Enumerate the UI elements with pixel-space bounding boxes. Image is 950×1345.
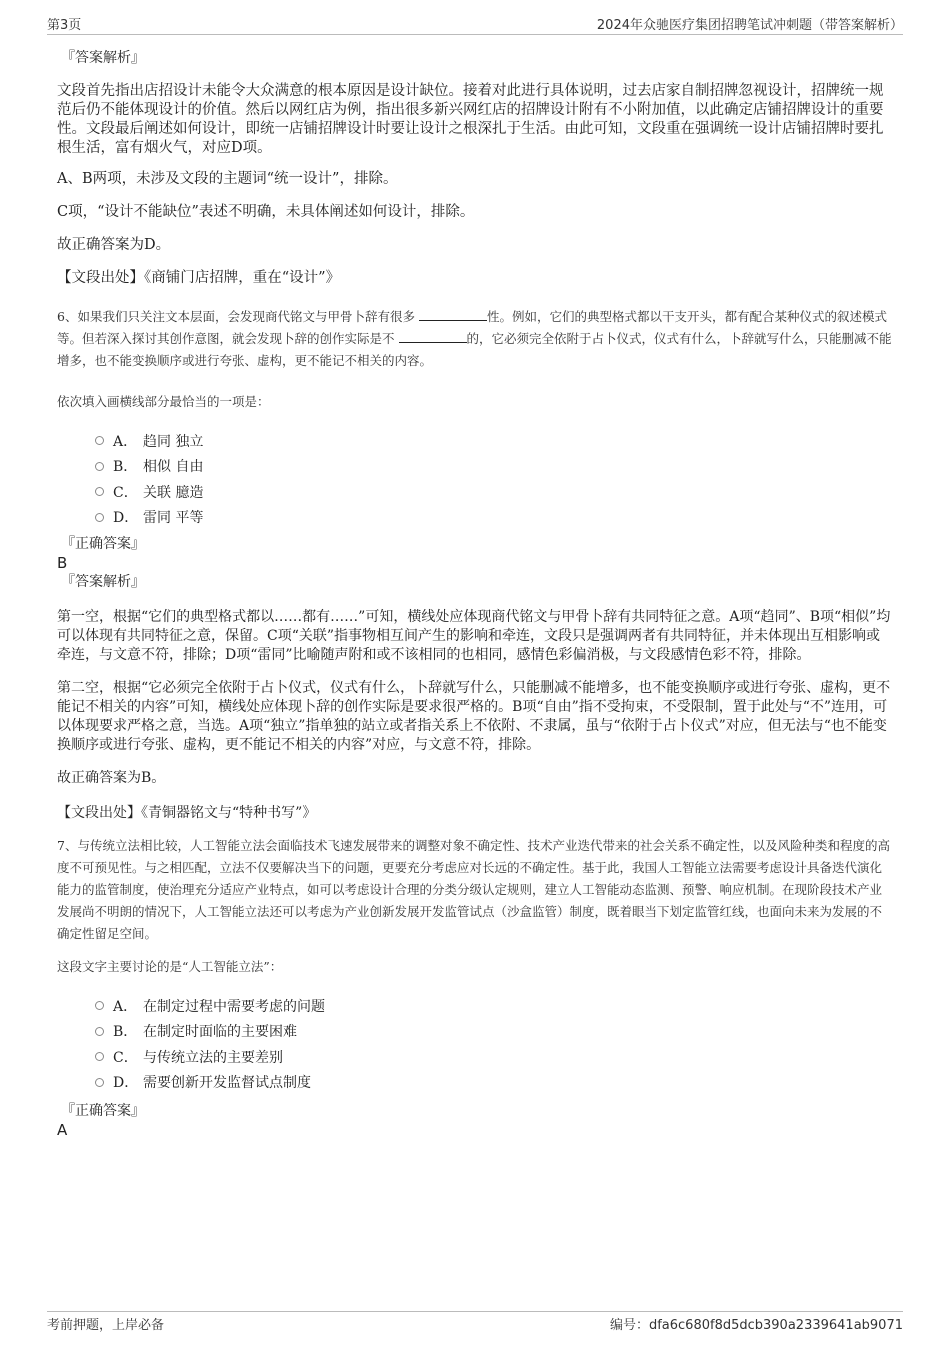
analysis-conclusion: 故正确答案为B。 <box>57 770 166 786</box>
footer-slogan: 考前押题，上岸必备 <box>47 1318 165 1333</box>
analysis-label: 『答案解析』 <box>61 574 145 590</box>
analysis-paragraph: 文段首先指出店招设计未能令大众满意的根本原因是设计缺位。接着对此进行具体说明，过去店家自制招牌忽视设计，招牌统一规范后仍不能体现设计的价值。然后以网红店为例，指出很多新兴网红店的招牌设计附有不小附加值，以此确定店铺招牌设计的重要性。文段最后阐述如何设计，即统一店铺招牌设计时要让设计之根深扎于生活。由此可知，文段重在强调统一设计店铺招牌时要扎根生活，富有烟火气，对应D项。 <box>57 83 884 156</box>
correct-answer-label: 『正确答案』 <box>61 536 145 552</box>
radio-icon[interactable] <box>95 1052 104 1061</box>
question-text: 6、如果我们只关注文本层面，会发现商代铭文与甲骨卜辞有很多 <box>57 309 415 324</box>
analysis-label: 『答案解析』 <box>61 50 145 66</box>
option-key: A． <box>113 433 138 450</box>
option-text: 关联 臆造 <box>143 484 204 501</box>
option-text: 趋同 独立 <box>143 433 204 450</box>
option-text: 雷同 平等 <box>143 510 204 527</box>
option-key: C． <box>113 484 138 501</box>
analysis-conclusion: 故正确答案为D。 <box>57 237 171 253</box>
radio-icon[interactable] <box>95 487 104 496</box>
option-key: A． <box>113 998 138 1015</box>
analysis-paragraph: A、B两项，未涉及文段的主题词“统一设计”，排除。 <box>57 171 398 187</box>
question-stem: 7、与传统立法相比较，人工智能立法会面临技术飞速发展带来的调整对象不确定性、技术产业迭代带来的社会关系不确定性，以及风险种类和程度的高度不可预见性。与之相匹配，立法不仅要解决当下的问题，更要充分考虑应对长远的不确定性。基于此，我国人工智能立法需要考虑设计具备迭代演化能力的监管制度，使治理充分适应产业特点，如可以考虑设计合理的分类分级认定规则，建立人工智能动态监测、预警、响应机制。在现阶段技术产业发展尚不明朗的情况下，人工智能立法还可以考虑为产业创新发展开发监管试点（沙盒监管）制度，既着眼当下划定监管红线，也面向未来为发展的不确定性留足空间。 <box>57 838 890 941</box>
option-text: 相似 自由 <box>143 459 204 476</box>
correct-answer: B <box>57 554 68 572</box>
analysis-paragraph: 第一空，根据“它们的典型格式都以……都有……”可知，横线处应体现商代铭文与甲骨卜辞有共同特征之意。A项“趋同”、B项“相似”均可以体现有共同特征之意，保留。C项“关联”指事物相互间产生的影响和牵连，文段只是强调两者有共同特征，并未体现出互相影响或牵连，与文意不符，排除；D项“雷同”比喻随声附和或不该相同的也相同，感情色彩偏消极，与文段感情色彩不符，排除。 <box>57 609 891 663</box>
option-key: D． <box>113 510 139 527</box>
analysis-paragraph: C项，“设计不能缺位”表述不明确，未具体阐述如何设计，排除。 <box>57 204 475 220</box>
question-prompt: 依次填入画横线部分最恰当的一项是： <box>57 394 270 409</box>
correct-answer-label: 『正确答案』 <box>61 1103 145 1119</box>
radio-icon[interactable] <box>95 436 104 445</box>
analysis-paragraph: 第二空，根据“它必须完全依附于占卜仪式，仪式有什么，卜辞就写什么，只能删减不能增多，也不能变换顺序或进行夸张、虚构，更不能记不相关的内容”可知，横线处应体现卜辞的创作实际是要求很严格的。B项“自由”指不受拘束，不受限制，置于此处与“不”连用，可以体现要求严格之意，当选。A项“独立”指单独的站立或者指关系上不依附、不隶属，虽与“依附于占卜仪式”对应，但无法与“也不能变换顺序或进行夸张、虚构，更不能记不相关的内容”对应，与文意不符，排除。 <box>57 680 891 753</box>
option-b[interactable] <box>95 1019 893 1045</box>
radio-icon[interactable] <box>95 462 104 471</box>
options-list <box>95 993 893 1095</box>
document-title: 2024年众驰医疗集团招聘笔试冲刺题（带答案解析） <box>596 18 903 33</box>
fill-blank <box>399 330 467 343</box>
fill-blank <box>419 308 487 321</box>
option-a[interactable] <box>95 428 893 454</box>
option-key: D． <box>113 1075 139 1092</box>
option-c[interactable] <box>95 1044 893 1070</box>
page-header <box>47 14 903 35</box>
source-citation: 【文段出处】《青铜器铭文与“特种书写”》 <box>57 805 317 821</box>
question-prompt: 这段文字主要讨论的是“人工智能立法”： <box>57 959 283 974</box>
option-key: B． <box>113 459 138 476</box>
option-text: 在制定时面临的主要困难 <box>143 1024 297 1041</box>
correct-answer: A <box>57 1121 68 1139</box>
page-number: 第3页 <box>47 18 82 33</box>
question-stem <box>57 306 893 372</box>
options-list <box>95 428 893 530</box>
radio-icon[interactable] <box>95 513 104 522</box>
option-a[interactable] <box>95 993 893 1019</box>
question-text: 性。例如，它们的典型格式都以干支开头，都有配合某种仪式的叙述模式等。但若深入探讨其创作意图，就会发现卜辞的创作实际是不 <box>57 309 887 346</box>
option-key: C． <box>113 1049 138 1066</box>
page-content <box>57 40 893 1139</box>
option-text: 在制定过程中需要考虑的问题 <box>143 998 325 1015</box>
option-key: B． <box>113 1024 138 1041</box>
option-d[interactable] <box>95 505 893 531</box>
source-citation: 【文段出处】《商铺门店招牌，重在“设计”》 <box>57 270 341 286</box>
radio-icon[interactable] <box>95 1027 104 1036</box>
option-c[interactable] <box>95 479 893 505</box>
option-text: 与传统立法的主要差别 <box>143 1049 283 1066</box>
radio-icon[interactable] <box>95 1001 104 1010</box>
option-text: 需要创新开发监督试点制度 <box>143 1075 311 1092</box>
page-footer <box>47 1311 903 1334</box>
option-d[interactable] <box>95 1070 893 1096</box>
question-7 <box>57 835 893 1139</box>
question-5-tail <box>57 48 893 288</box>
radio-icon[interactable] <box>95 1078 104 1087</box>
document-id: 编号：dfa6c680f8d5dcb390a2339641ab9071 <box>609 1318 903 1333</box>
question-6 <box>57 306 893 823</box>
question-text: 的，它必须完全依附于占卜仪式，仪式有什么，卜辞就写什么，只能删减不能增多，也不能变换顺序或进行夸张、虚构，更不能记不相关的内容。 <box>57 331 892 368</box>
option-b[interactable] <box>95 454 893 480</box>
